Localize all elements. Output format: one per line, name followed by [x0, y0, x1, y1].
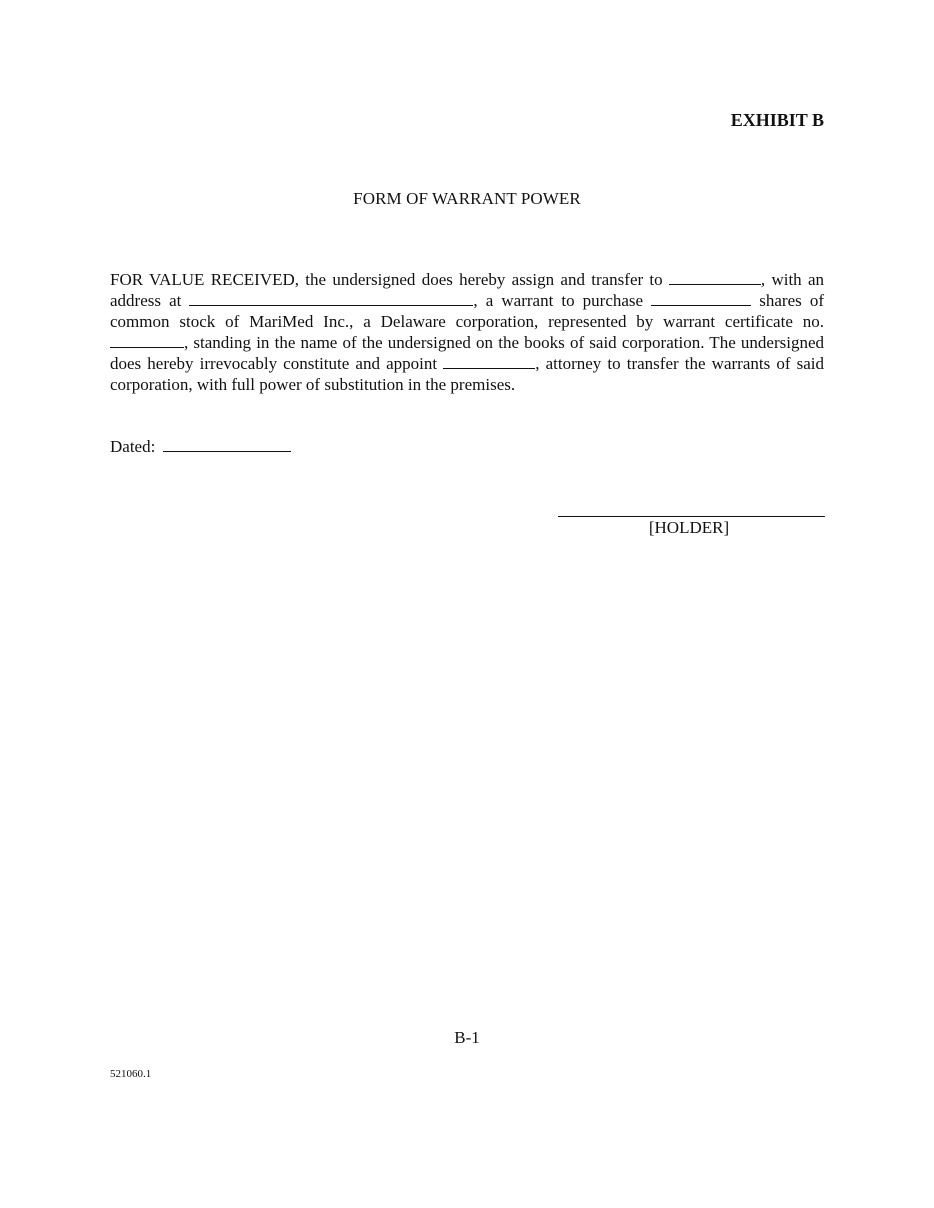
document-title: FORM OF WARRANT POWER	[353, 189, 581, 208]
dated-row	[110, 435, 291, 457]
assignee-blank[interactable]	[669, 270, 761, 285]
holder-label: [HOLDER]	[648, 518, 730, 537]
dated-label: Dated:	[110, 437, 156, 456]
address-blank[interactable]	[189, 291, 473, 306]
certificate-number-blank[interactable]	[110, 333, 184, 348]
date-blank[interactable]	[163, 435, 291, 452]
paragraph-text-5: , standing in the name of the undersigned on the books of said corporation. The undersigned does hereby irrevocably constitute and appoint	[110, 333, 824, 373]
exhibit-label: EXHIBIT B	[730, 110, 824, 130]
paragraph-text-4: shares of common stock of MariMed Inc., a Delaware corporation, represented by warrant certificate no.	[110, 291, 824, 331]
warrant-power-paragraph	[110, 269, 824, 395]
share-count-blank[interactable]	[651, 291, 751, 306]
paragraph-text-3: , a warrant to purchase	[473, 291, 652, 310]
attorney-blank[interactable]	[443, 354, 535, 369]
page-number: B-1	[454, 1028, 480, 1047]
document-id: 521060.1	[110, 1068, 152, 1080]
paragraph-text-1: FOR VALUE RECEIVED, the undersigned does hereby assign and transfer to	[110, 270, 669, 289]
signature-line[interactable]	[558, 516, 825, 517]
paragraph-text-2: , with an address at	[110, 270, 824, 310]
paragraph-text-6: , attorney to transfer the warrants of said corporation, with full power of substitution in the premises.	[110, 354, 824, 394]
